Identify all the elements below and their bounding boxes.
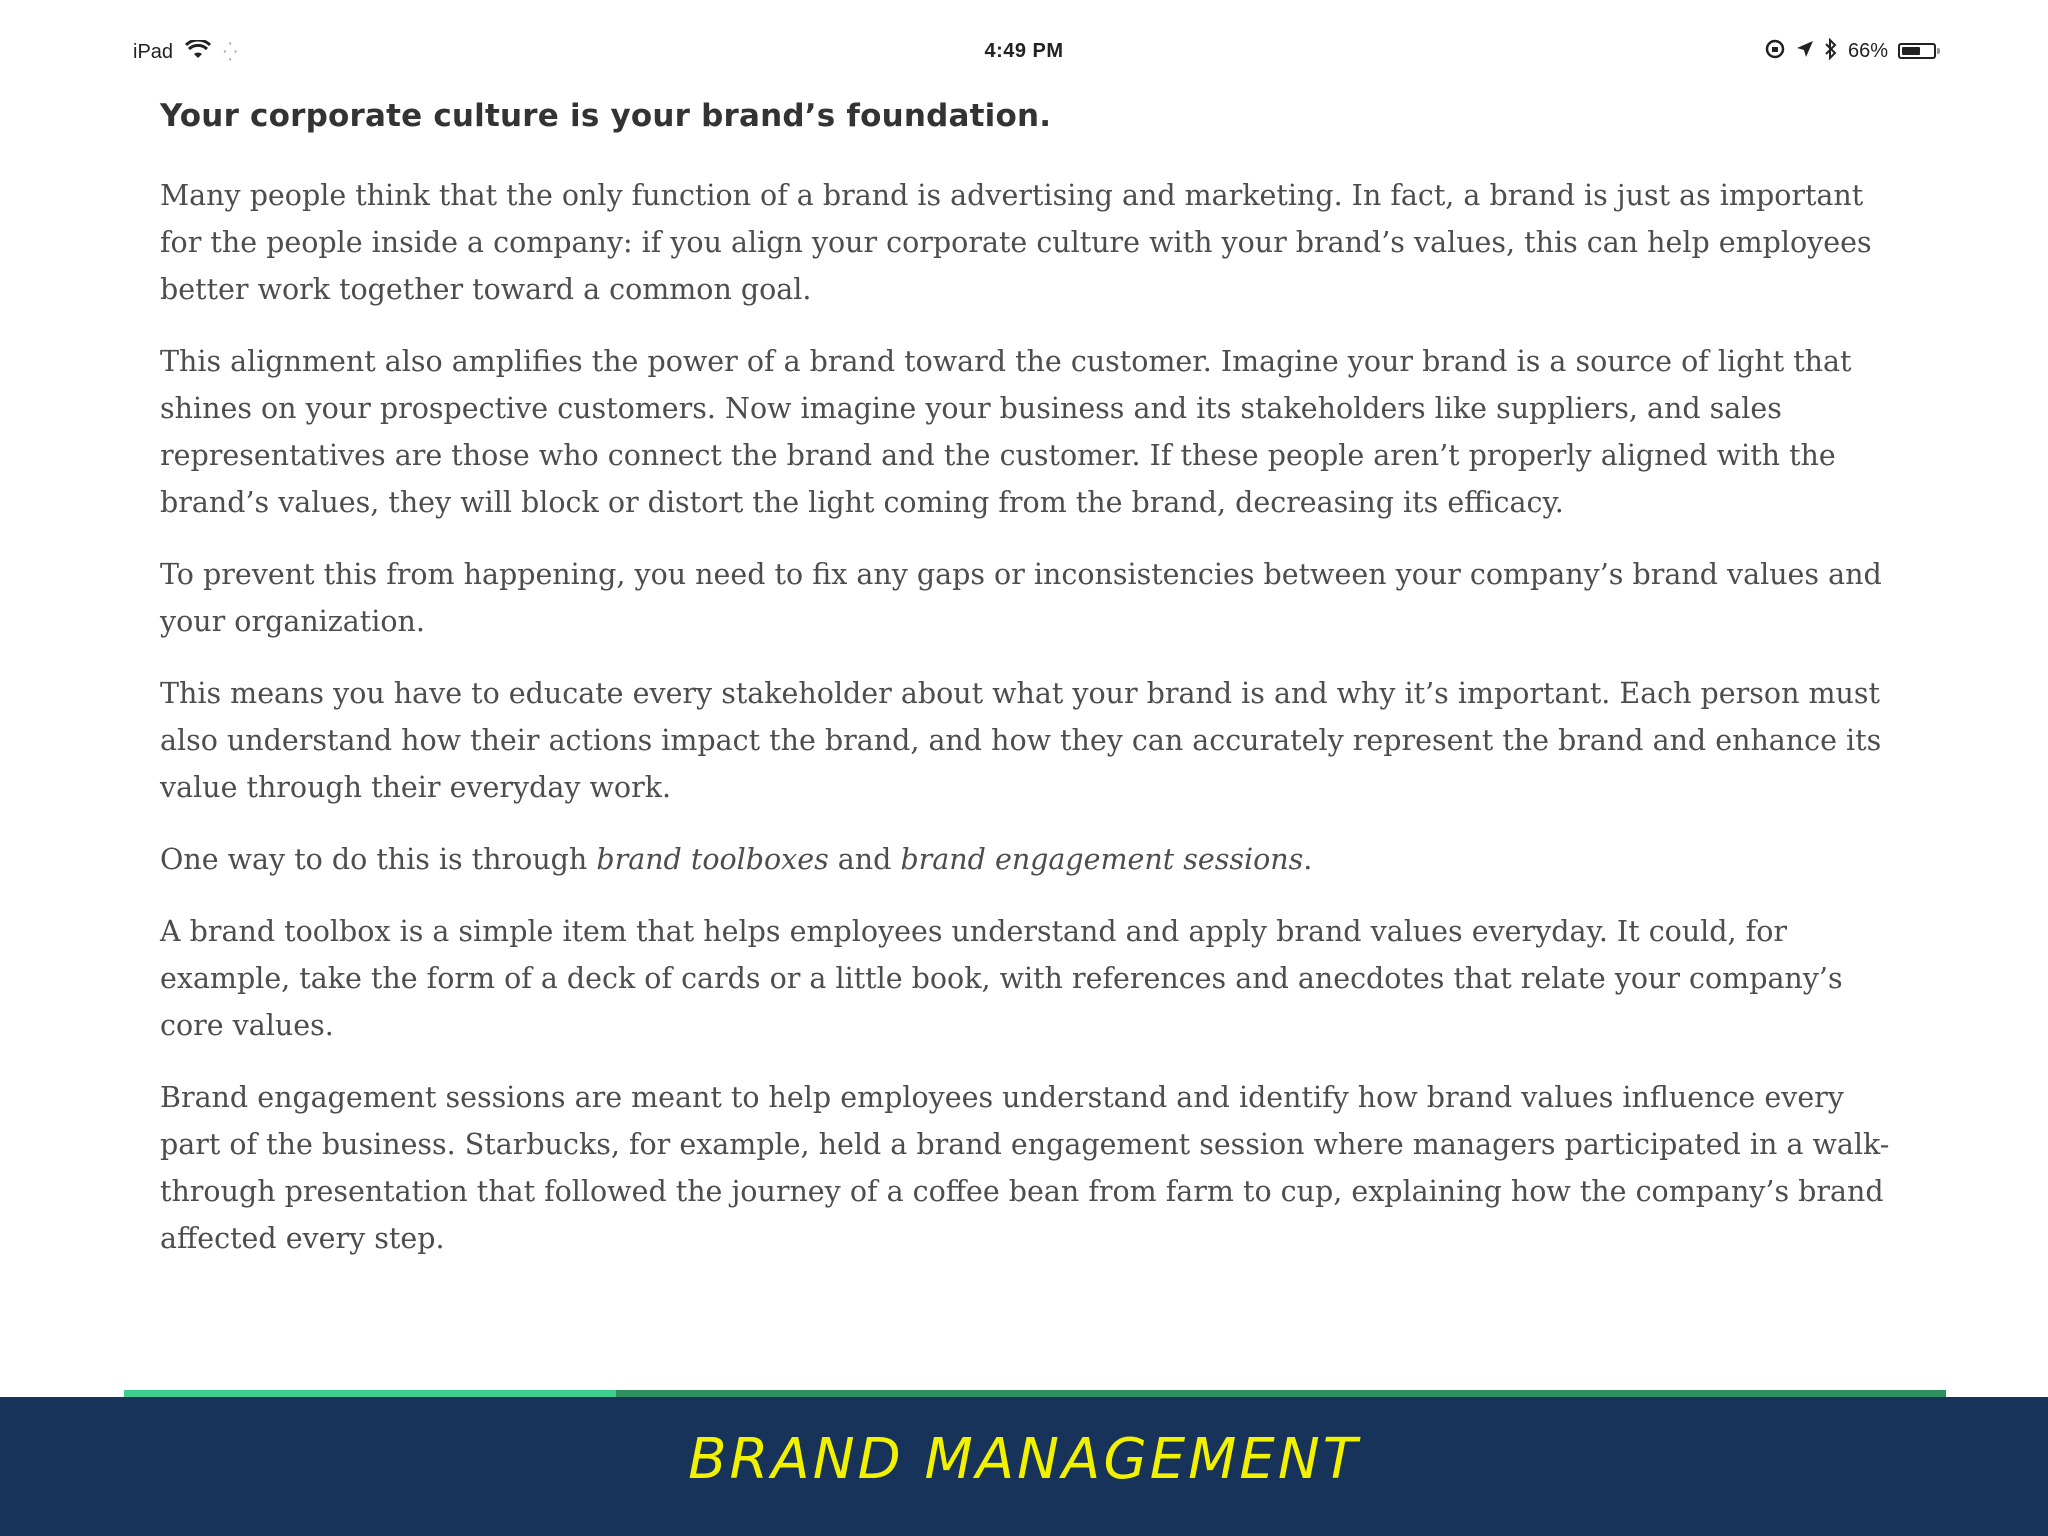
battery-tip: [1937, 48, 1940, 54]
status-time: 4:49 PM: [984, 40, 1064, 62]
paragraph-5: [160, 836, 1910, 883]
footer-title: BRAND MANAGEMENT: [688, 1427, 1360, 1492]
paragraph-5-emphasis-sessions: brand engagement sessions: [900, 843, 1304, 876]
device-label: iPad: [133, 40, 174, 63]
location-icon: [1796, 40, 1814, 62]
battery-icon: [1898, 43, 1936, 59]
article-content: [160, 98, 1910, 1287]
paragraph-3: To prevent this from happening, you need to fix any gaps or inconsistencies between your company’s brand values and your organization.: [160, 558, 1882, 638]
battery-percent: 66%: [1847, 39, 1888, 62]
paragraph-5-middle: and: [828, 843, 901, 876]
bluetooth-icon: [1824, 38, 1838, 64]
battery-fill: [1902, 47, 1920, 55]
paragraph-2: This alignment also amplifies the power of a brand toward the customer. Imagine your brand is a source of light that shines on your prospective customers. Now imagine your business and its stakeholders like suppliers, and sales representatives are those who connect the brand and the customer. If these people aren’t properly aligned with the brand’s values, they will block or distort the light coming from the brand, decreasing its efficacy.: [160, 345, 1852, 519]
paragraph-7: Brand engagement sessions are meant to help employees understand and identify how brand values influence every part of the business. Starbucks, for example, held a brand engagement session where managers participated in a walk-through presentation that followed the journey of a coffee bean from farm to cup, explaining how the company’s brand affected every step.: [160, 1081, 1890, 1255]
article-heading: Your corporate culture is your brand’s foundation.: [160, 98, 1052, 134]
reading-progress-fill: [124, 1390, 616, 1397]
reading-progress-bar: [124, 1390, 1946, 1397]
loading-icon: ⁛: [223, 42, 238, 62]
paragraph-6: A brand toolbox is a simple item that helps employees understand and apply brand values everyday. It could, for example, take the form of a deck of cards or a little book, with references and anecdotes that relate your company’s core values.: [160, 915, 1843, 1042]
paragraph-5-after: .: [1303, 843, 1313, 876]
status-bar: [0, 0, 2048, 104]
footer-banner: [0, 1397, 2048, 1536]
lock-rotation-icon: [1764, 38, 1786, 64]
paragraph-4: This means you have to educate every stakeholder about what your brand is and why it’s important. Each person must also understand how their actions impact the brand, and how they can accurately represent the brand and enhance its value through their everyday work.: [160, 677, 1882, 804]
paragraph-1: Many people think that the only function of a brand is advertising and marketing. In fact, a brand is just as important for the people inside a company: if you align your corporate culture with your brand’s values, this can help employees better work together toward a common goal.: [160, 179, 1872, 306]
paragraph-5-emphasis-toolboxes: brand toolboxes: [596, 843, 829, 876]
paragraph-5-before: One way to do this is through: [160, 843, 597, 876]
status-right: [1764, 38, 1936, 64]
